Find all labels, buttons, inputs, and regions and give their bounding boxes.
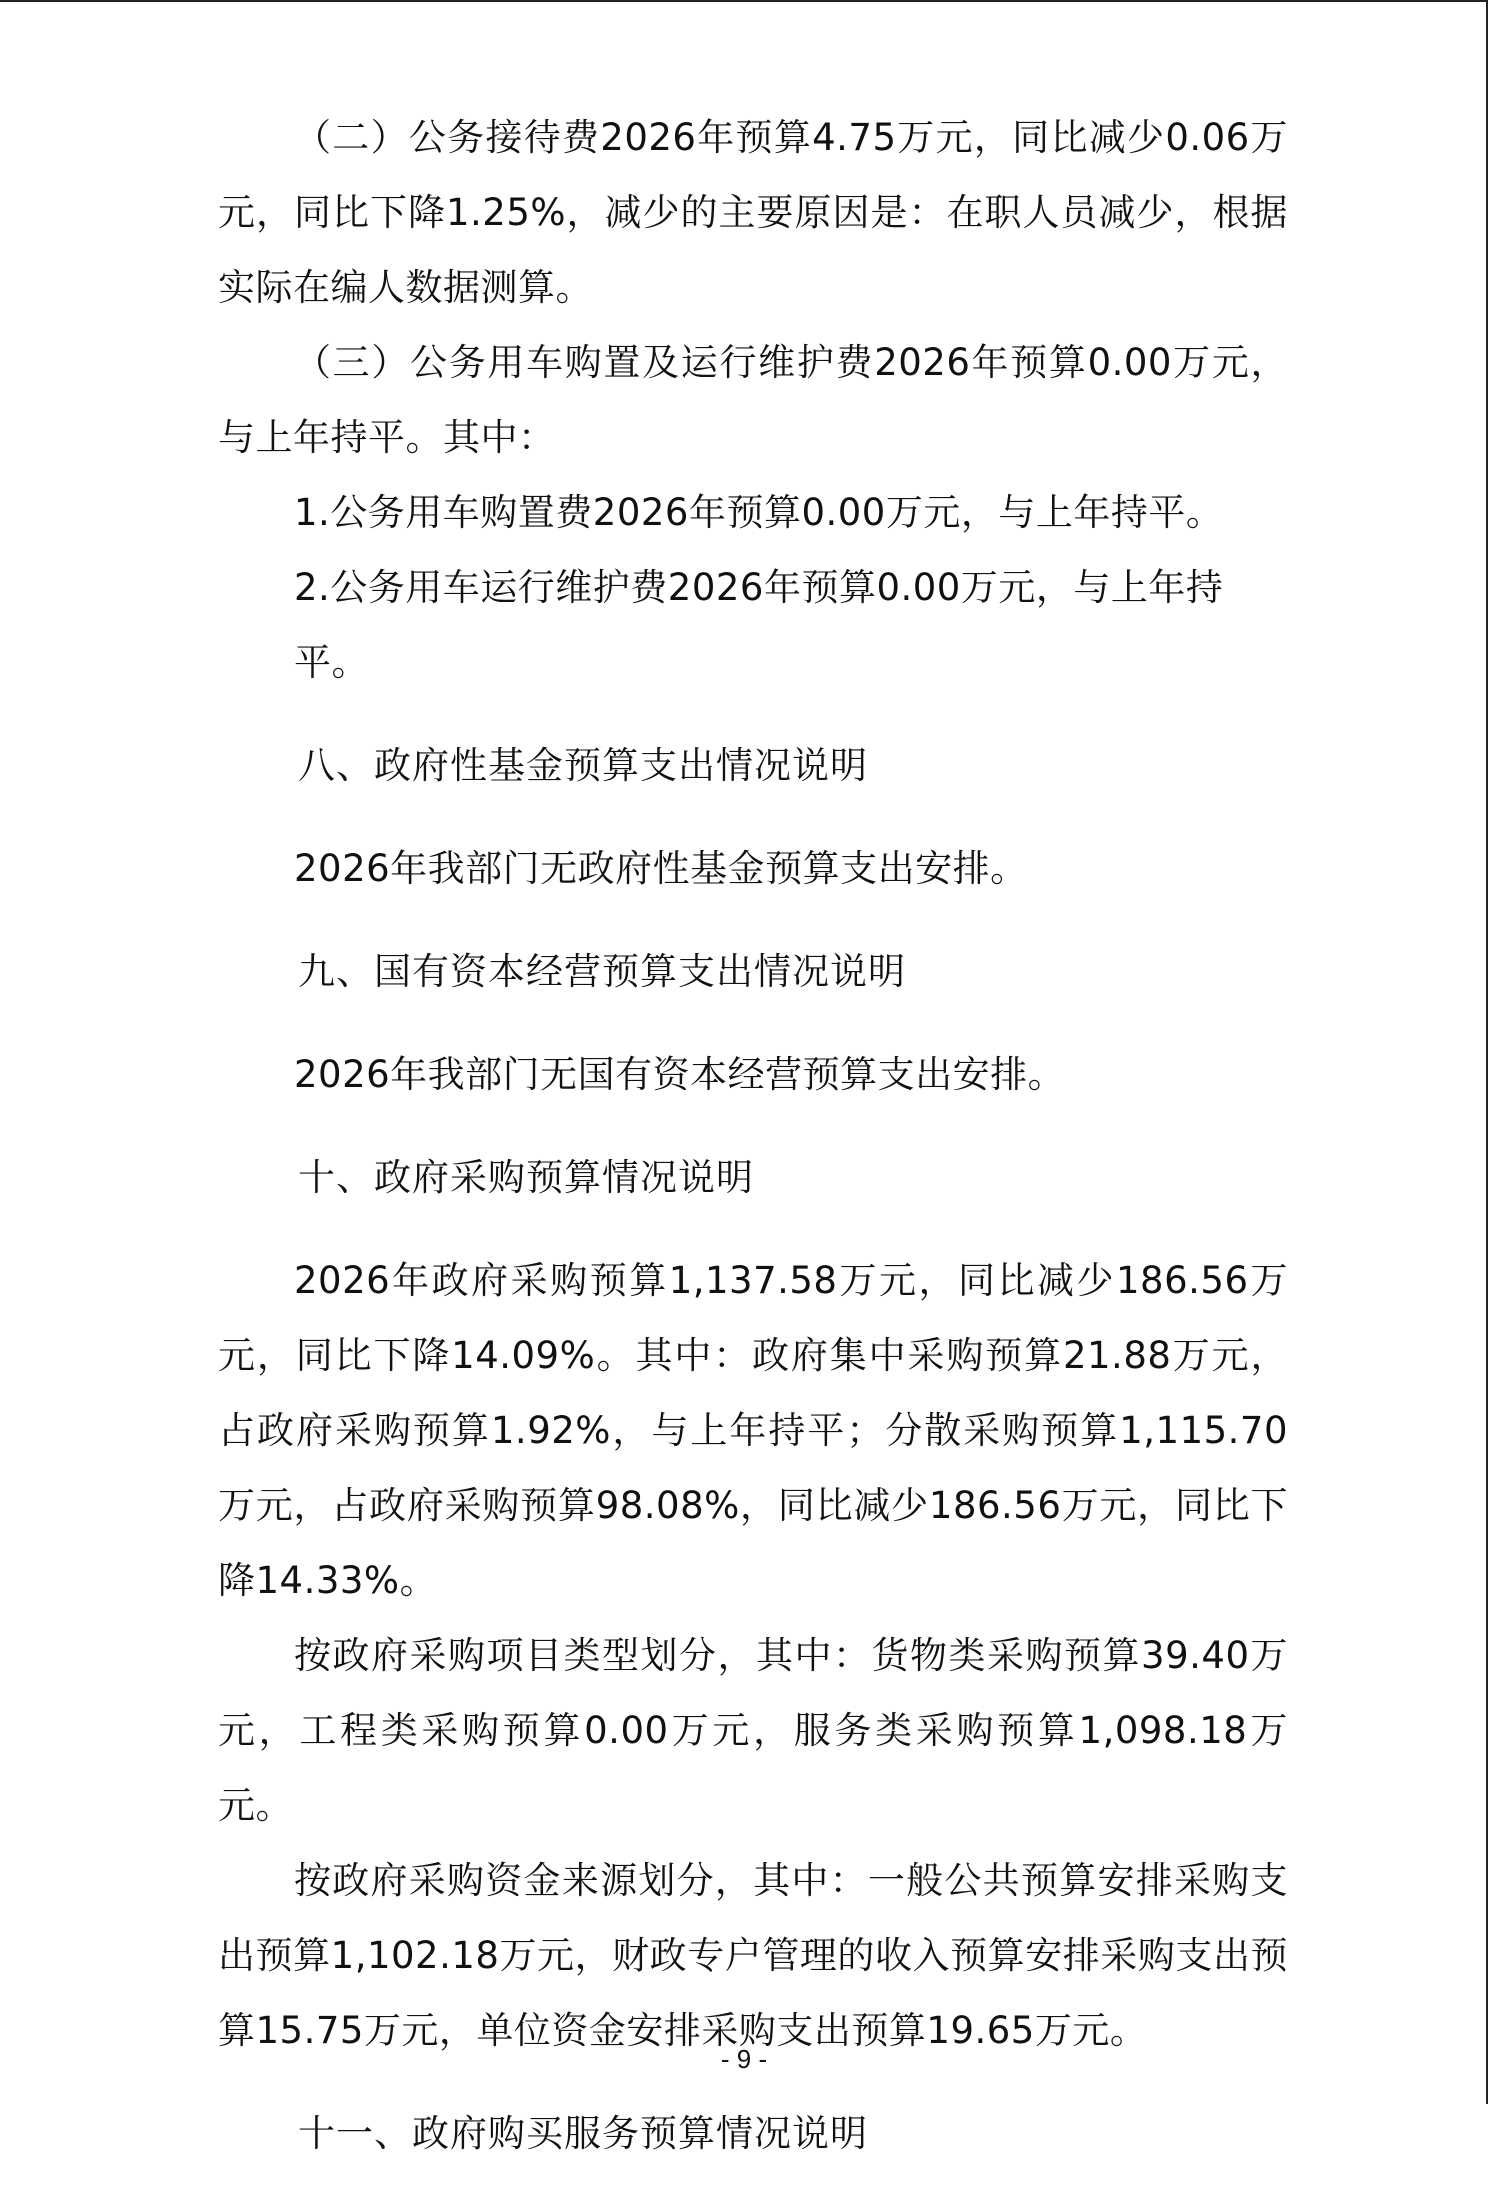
- section-heading-11: 十一、政府购买服务预算情况说明: [298, 2112, 868, 2155]
- paragraph-reception-fee: （二）公务接待费2026年预算4.75万元，同比减少0.06万元，同比下降1.25%，减少的主要原因是：在职人员减少，根据实际在编人数据测算。: [218, 116, 1288, 309]
- paragraph-procurement-by-type: 按政府采购项目类型划分，其中：货物类采购预算39.40万元，工程类采购预算0.00万元，服务类采购预算1,098.18万元。: [218, 1634, 1288, 1827]
- paragraph-vehicle-fee: （三）公务用车购置及运行维护费2026年预算0.00万元，与上年持平。其中：: [218, 341, 1288, 459]
- section-heading-9: 九、国有资本经营预算支出情况说明: [298, 950, 906, 993]
- paragraph-section-9: 2026年我部门无国有资本经营预算支出安排。: [294, 1053, 1066, 1096]
- page-number: - 9 -: [720, 2044, 768, 2074]
- list-item-vehicle-purchase: 1.公务用车购置费2026年预算0.00万元，与上年持平。: [294, 491, 1224, 534]
- document-body: [218, 100, 1288, 2199]
- paragraph-procurement-by-source: 按政府采购资金来源划分，其中：一般公共预算安排采购支出预算1,102.18万元，财政专户管理的收入预算安排采购支出预算15.75万元，单位资金安排采购支出预算19.65万元。: [218, 1859, 1288, 2052]
- paragraph-section-8: 2026年我部门无政府性基金预算支出安排。: [294, 847, 1028, 890]
- list-item-vehicle-maintenance: 2.公务用车运行维护费2026年预算0.00万元，与上年持平。: [294, 566, 1224, 684]
- paragraph-procurement-total: 2026年政府采购预算1,137.58万元，同比减少186.56万元，同比下降14.09%。其中：政府集中采购预算21.88万元，占政府采购预算1.92%，与上年持平；分散采购预算1,115.70万元，占政府采购预算98.08%，同比减少186.56万元，同比下降14.33%。: [218, 1259, 1288, 1602]
- page-border-top: [0, 0, 1488, 2]
- section-heading-10: 十、政府采购预算情况说明: [298, 1156, 754, 1199]
- section-heading-8: 八、政府性基金预算支出情况说明: [298, 744, 868, 787]
